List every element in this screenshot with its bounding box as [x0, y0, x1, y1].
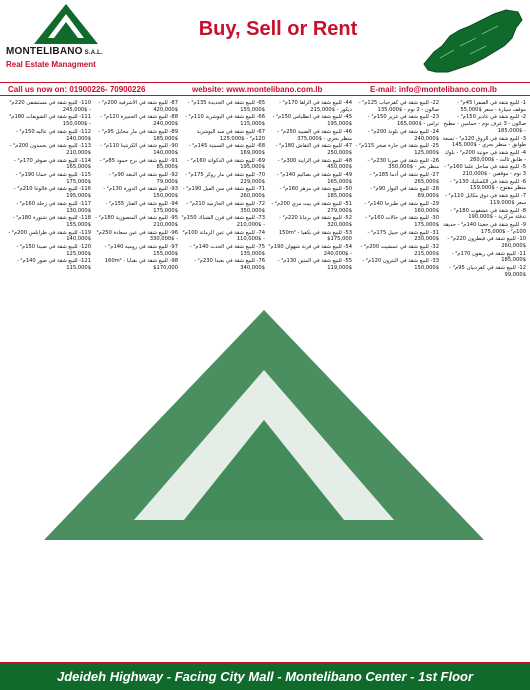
listing-item: 73- للبيع شقة في فرن الشباك 150م² - $210,000	[181, 215, 265, 228]
footer	[0, 662, 530, 690]
listing-item: 32- للبيع شقة في عمشيت 200م² - $215,000	[360, 244, 439, 257]
listing-item: 51- للبيع شقة في بيت مري 200م² - $279,000	[271, 200, 352, 214]
listing-item: 3- للبيع شقة في الزوق 120م² - تسعة طوابق - منظر بحري - $145,000	[442, 135, 526, 149]
listing-column	[355, 100, 439, 658]
listing-item: 116- للبيع شقة في فالوغا 210م² - $195,000	[13, 186, 91, 200]
listing-item: 66- للبيع شقة في البوشرية 110م² - $115,000	[185, 114, 265, 128]
listing-item: 6- للبيع شقة في الكسليك 130م² - منظر مفتوح - $159,000	[449, 178, 526, 192]
listing-item: 90- للبيع شقة في الكرنتينا 110م² - $140,000	[100, 143, 178, 156]
listing-item: 1- للبيع شقة في الصفرا 45م² - موقف سيارة - سعر $55,000	[456, 100, 526, 113]
listing-item: 52- للبيع شقة في برمانا 220م² - $320,000	[279, 215, 352, 228]
listing-item: 75- للبيع شقة في الحدث 140م² - $135,000	[189, 244, 265, 257]
brand-name: MONTELIBANO S.A.L.	[6, 46, 103, 57]
listing-item: 50- للبيع شقة في مزهر 160م² - $185,000	[279, 186, 352, 200]
listing-item: 71- للبيع شقة في سن الفيل 190م² - $260,000	[182, 186, 265, 200]
listing-item: 33- للبيع شقة في البترون 120م² - $150,000	[362, 258, 439, 272]
website-link[interactable]: website: www.montelibano.com.lb	[192, 85, 323, 94]
listing-item: 29- للبيع شقة في طبرجا 140م² - $160,000	[364, 200, 439, 214]
listing-item: 47- للبيع شقة في النقاش 180م² - $250,000	[275, 143, 352, 156]
listing-item: 118- للبيع شقة في شتورة 180م² - $155,000	[12, 215, 91, 228]
listing-item: 67- للبيع شقة في سد البوشرية 120م² - $125,000	[196, 128, 265, 142]
listing-item: 72- للبيع شقة في الحازمية 210م² - $350,000	[186, 200, 265, 214]
listing-item: 30- للبيع شقة في حالات 160م² - $175,000	[365, 215, 439, 228]
listing-item: 91- للبيع شقة في برج حمود 85م² - $85,000	[99, 157, 178, 171]
listing-item: 54- للبيع شقة في قرنة شهوان 190م² - $240,000	[268, 244, 352, 257]
email-link[interactable]: E-mail: info@montelibano.com.lb	[370, 85, 497, 94]
listing-column	[442, 100, 526, 658]
listing-item: 96- للبيع شقة في عين سعادة 250م² - $330,000	[96, 229, 178, 243]
page-headline: Buy, Sell or Rent	[198, 18, 358, 40]
listing-item: 94- للبيع شقة في الفنار 155م² - $175,000	[105, 200, 178, 214]
brand-tagline: Real Estate Managment	[6, 60, 96, 69]
header	[0, 0, 530, 82]
listing-item: 24- للبيع شقة في بلونة 200م² - $240,000	[367, 128, 439, 142]
lebanon-map-icon	[420, 6, 526, 78]
listing-columns	[4, 100, 526, 658]
listing-item: 115- للبيع شقة في حمانا 190م² - $175,000	[15, 172, 91, 185]
listing-item: 49- للبيع شقة في بصاليم 140م² - $165,000	[276, 172, 352, 185]
listing-item: 8- للبيع شقة في عشقوت 180م² - تدفئة مركزية - $190,000	[450, 207, 526, 221]
listing-item: 117- للبيع شقة في زحلة 160م² - $130,000	[16, 200, 91, 214]
listing-item: 69- للبيع شقة في الدكوانة 160م² - $195,000	[187, 157, 265, 171]
mountain-logo-icon	[34, 4, 98, 44]
listing-item: 112- للبيع شقة في عاليه 150م² - $140,000	[15, 128, 91, 142]
listing-item: 114- للبيع شقة في صوفر 170م² - $165,000	[14, 157, 91, 171]
listing-column	[268, 100, 352, 658]
listing-item: 7- للبيع شقة في ذوق مكايل 110م² - سعر $119,000	[444, 193, 526, 206]
listing-item: 110- للبيع شقة في مستشفى 220م² - $245,000	[9, 100, 91, 113]
listing-item: 25- للبيع شقة في حارة صخر 115م² - $125,000	[355, 143, 439, 156]
listing-column	[181, 100, 265, 658]
listing-item: 87- للبيع شقة في الاشرفية 200م² - $420,000	[98, 100, 178, 113]
listing-item: 28- للبيع شقة في البوار 90م² - $89,000	[369, 186, 439, 200]
listing-item: 97- للبيع شقة في روميه 140م² - $155,000	[104, 244, 178, 257]
listing-item: 4- للبيع شقة في جونية 200م² - بلوك - طابق ثالث - $280,000	[444, 149, 526, 163]
listing-item: 65- للبيع شقة في الجديدة 135م² - $155,000	[187, 100, 265, 113]
listings-area	[4, 100, 526, 658]
listing-item: 55- للبيع شقة في المتين 130م² - $119,000	[277, 258, 352, 272]
listing-item: 70- للبيع شقة في مار روكز 175م² - $229,000	[184, 172, 265, 185]
listing-item: 93- للبيع شقة في الدورة 130م² - $150,000	[103, 186, 178, 200]
listing-item: 53- للبيع شقة في بكفيا 150m² - $175,000	[278, 229, 352, 243]
listing-item: 92- للبيع شقة في النبعة 90م² - $79,000	[108, 172, 178, 185]
listing-column	[7, 100, 91, 658]
listing-item: 111- للبيع شقة في الشويفات 180م² - $150,000	[9, 114, 91, 128]
listing-item: 76- للبيع شقة في بعبدا 230م² - $340,000	[194, 258, 265, 272]
listing-item: 48- للبيع شقة في الرابية 300م² - $450,000	[277, 157, 352, 171]
listing-item: 9- للبيع شقة في جعيتا 140م² - حديقة 100م² - $175,000	[443, 221, 526, 235]
listing-item: 88- للبيع شقة في الجميزة 120م² - $240,000	[100, 114, 178, 128]
listing-item: 68- للبيع شقة في السبتية 145م² - $169,000	[188, 143, 265, 156]
phone-text[interactable]: Call us now on: 01900226- 70900226	[8, 85, 146, 94]
listing-item: 2- للبيع شقة في غادير 150م² - صالون - 3 غرف نوم - حمامين - مطبخ - $185,000	[443, 114, 526, 134]
listing-column	[94, 100, 178, 658]
listing-item: 22- للبيع شقة في كفرحباب 125م² - صالون - 2 نوم - $135,000	[358, 100, 439, 113]
listing-item: 26- للبيع شقة في صربا 230م² - منظر بحر - $350,000	[367, 157, 439, 171]
listing-item: 119- للبيع شقة في طرابلس 200م² - $140,000	[8, 229, 91, 243]
listing-item: 31- للبيع شقة في جبيل 175م² - $230,000	[367, 229, 439, 243]
listing-item: 27- للبيع شقة في أدما 185م² - $265,000	[369, 172, 439, 185]
listing-item: 23- للبيع شقة في غزير 150م² - تراس - $165,000	[367, 114, 439, 128]
listing-item: 10- للبيع شقة في فيطرون 220م² - $260,000	[447, 236, 526, 250]
company-logo[interactable]	[6, 4, 126, 76]
listing-item: 12- للبيع شقة في كفرذبيان 95م² - $99,000	[449, 265, 526, 278]
contact-bar	[0, 82, 530, 96]
listing-item: 121- للبيع شقة في صور 140م² - $115,000	[16, 258, 91, 272]
listing-item: 113- للبيع شقة في بحمدون 200م² - $210,000	[9, 143, 91, 156]
listing-item: 98- للبيع شقة في بقنايا 160m² - $170,000	[104, 258, 178, 272]
listing-item: 95- للبيع شقة في المنصورية 180م² - $210,000	[95, 215, 178, 228]
listing-item: 45- للبيع شقة في انطلياس 150م² - $195,000	[272, 114, 352, 128]
listing-item: 89- للبيع شقة في مار مخايل 95م² - $185,000	[98, 128, 178, 142]
listing-item: 11- للبيع شقة في ريفون 170م² - $185,000	[451, 250, 526, 264]
listing-item: 44- للبيع شقة في الزلقا 170م² - ديكور - $215,000	[279, 100, 352, 113]
footer-address: Jdeideh Highway - Facing City Mall - Montelibano Center - 1st Floor	[56, 669, 474, 684]
listing-item: 46- للبيع شقة في الضبية 250م² - منظر بحري - $375,000	[277, 128, 352, 142]
listing-item: 5- للبيع شقة في ساحل علما 160م² - 3 نوم - موقفين - $210,000	[443, 164, 526, 178]
listing-item: 74- للبيع شقة في عين الرمانة 100م² - $110,000	[182, 229, 265, 243]
listing-item: 120- للبيع شقة في صيدا 150م² - $125,000	[16, 244, 91, 257]
